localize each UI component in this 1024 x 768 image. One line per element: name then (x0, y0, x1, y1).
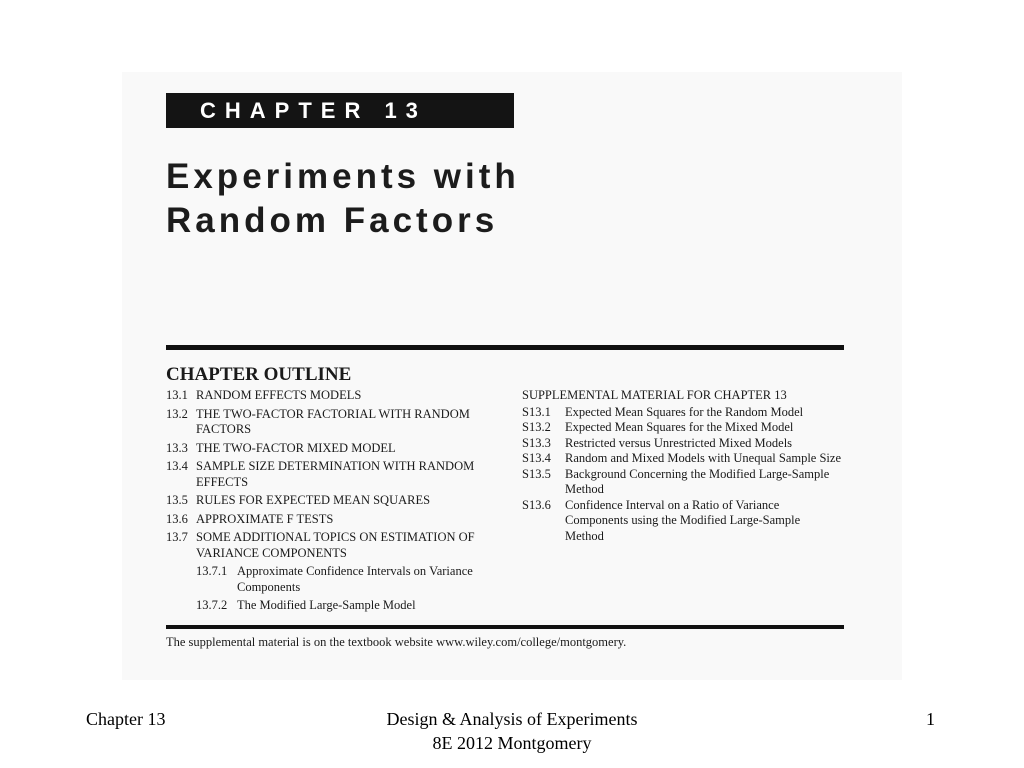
outline-subitem-text: The Modified Large-Sample Model (237, 598, 416, 612)
outline-item (166, 459, 496, 490)
supplemental-item-text: Expected Mean Squares for the Mixed Model (565, 420, 794, 434)
outline-item (166, 388, 496, 404)
outline-subitem-text: Approximate Confidence Intervals on Variance Components (237, 564, 473, 594)
chapter-title (166, 155, 520, 243)
supplemental-item-number: S13.5 (522, 466, 551, 481)
outline-subitem-number: 13.7.1 (196, 564, 228, 578)
supplemental-item (522, 420, 842, 436)
footer-course-title (362, 707, 662, 755)
footer-chapter-label: Chapter 13 (86, 709, 166, 729)
supplemental-heading: SUPPLEMENTAL MATERIAL FOR CHAPTER 13 (522, 388, 787, 402)
supplemental-item (522, 436, 842, 452)
outline-item-number: 13.7 (166, 530, 188, 544)
supplemental-item (522, 405, 842, 421)
supplemental-item-text: Background Concerning the Modified Large-Sample Method (565, 466, 830, 496)
outline-heading: CHAPTER OUTLINE (166, 364, 352, 385)
outline-subitem (166, 598, 496, 614)
supplemental-item-text: Restricted versus Unrestricted Mixed Models (565, 435, 793, 450)
supplemental-item (522, 451, 842, 467)
outline-item-number: 13.2 (166, 406, 188, 421)
outline-top-rule (166, 345, 844, 350)
outline-item-text: RULES FOR EXPECTED MEAN SQUARES (196, 493, 431, 507)
supplemental-note: The supplemental material is on the textbook website www.wiley.com/college/montgomery. (166, 635, 627, 649)
outline-subitem-number: 13.7.2 (196, 598, 228, 612)
outline-item (166, 530, 496, 561)
outline-item-number: 13.1 (166, 388, 188, 402)
chapter-title-line-2: Random Factors (166, 201, 499, 240)
footer-course-title-line-1: Design & Analysis of Experiments (386, 709, 638, 729)
supplemental-list (522, 388, 842, 544)
footer-course-title-line-2: 8E 2012 Montgomery (432, 733, 592, 753)
outline-item-text: RANDOM EFFECTS MODELS (196, 388, 362, 402)
supplemental-item-text: Expected Mean Squares for the Random Model (565, 404, 804, 419)
chapter-title-line-1: Experiments with (166, 157, 520, 196)
outline-item-number: 13.6 (166, 511, 188, 526)
supplemental-item-text: Random and Mixed Models with Unequal Sample Size (565, 451, 842, 465)
outline-item (166, 441, 496, 457)
supplemental-item-number: S13.4 (522, 451, 551, 465)
chapter-banner: CHAPTER 13 (166, 93, 514, 128)
outline-bottom-rule (166, 625, 844, 629)
outline-subitem (166, 564, 496, 595)
supplemental-item-number: S13.1 (522, 404, 551, 419)
footer-page-number: 1 (926, 709, 935, 729)
outline-item (166, 407, 496, 438)
outline-item-text: THE TWO-FACTOR FACTORIAL WITH RANDOM FACTORS (196, 406, 470, 436)
supplemental-item-number: S13.2 (522, 420, 551, 434)
outline-item-number: 13.3 (166, 440, 188, 455)
outline-item (166, 512, 496, 528)
supplemental-item (522, 498, 842, 545)
outline-item-text: SAMPLE SIZE DETERMINATION WITH RANDOM EFFECTS (196, 459, 475, 489)
supplemental-item-number: S13.6 (522, 497, 551, 512)
outline-item-number: 13.4 (166, 459, 188, 473)
supplemental-item-number: S13.3 (522, 435, 551, 450)
outline-list (166, 388, 496, 617)
outline-item-text: APPROXIMATE F TESTS (196, 511, 334, 526)
outline-item-number: 13.5 (166, 493, 188, 507)
outline-item (166, 493, 496, 509)
outline-item-text: THE TWO-FACTOR MIXED MODEL (196, 440, 396, 455)
supplemental-item (522, 467, 842, 498)
outline-item-text: SOME ADDITIONAL TOPICS ON ESTIMATION OF VARIANCE COMPONENTS (196, 530, 475, 560)
supplemental-item-text: Confidence Interval on a Ratio of Variance Components using the Modified Large-Sample Method (565, 497, 801, 543)
